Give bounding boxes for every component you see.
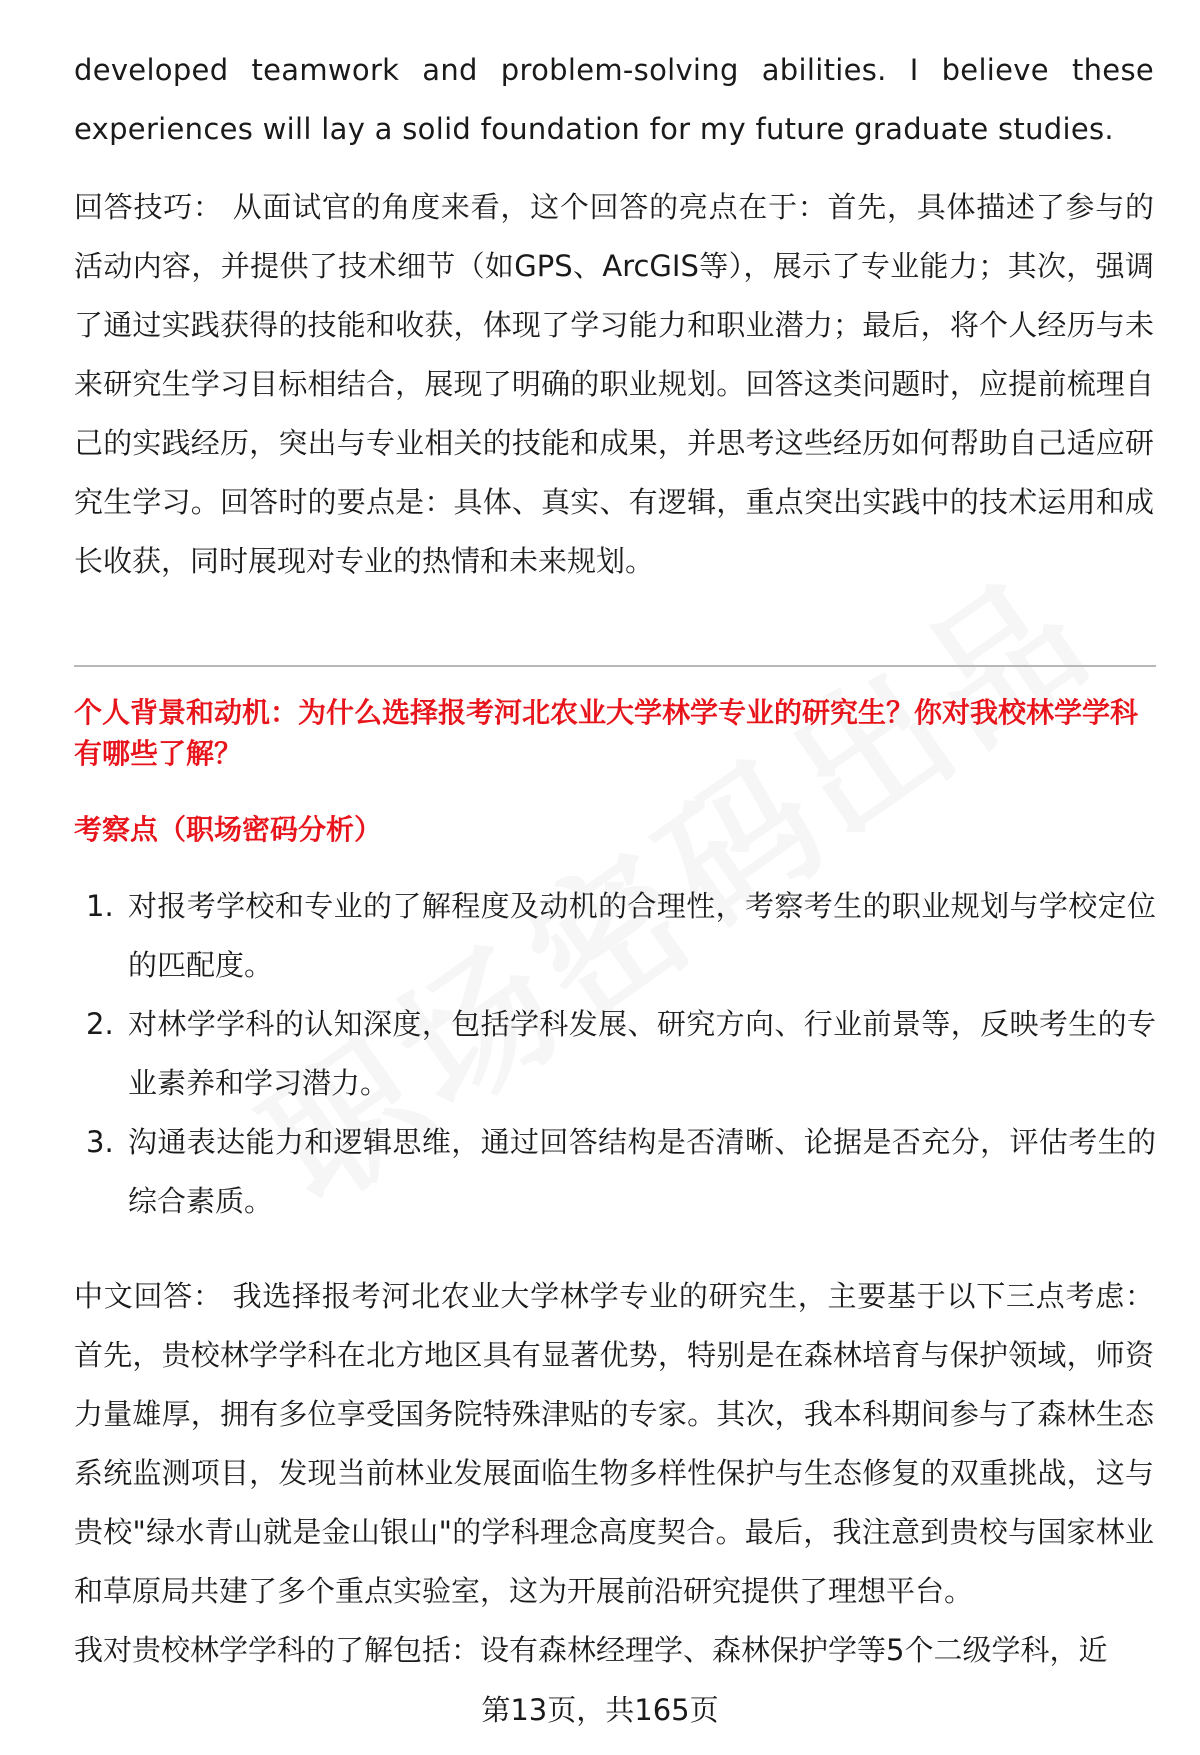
- list-item: [74, 995, 1156, 1113]
- chinese-answer-continued: 我对贵校林学学科的了解包括：设有森林经理学、森林保护学等5个二级学科，近: [74, 1633, 1108, 1667]
- list-item-text: 沟通表达能力和逻辑思维，通过回答结构是否清晰、论据是否充分，评估考生的综合素质。: [128, 1125, 1156, 1218]
- section-divider: [74, 665, 1156, 667]
- answer-tips: [74, 178, 1154, 591]
- english-answer-text: developed teamwork and problem-solving abilities. I believe these experiences will lay a solid foundation for my future graduate studies.: [74, 53, 1154, 146]
- focus-heading: 考察点（职场密码分析）: [74, 813, 383, 846]
- list-item-number: 2.: [86, 1007, 114, 1041]
- question-title: 个人背景和动机：为什么选择报考河北农业大学林学专业的研究生？你对我校林学学科有哪些了解？: [74, 696, 1139, 770]
- list-item-text: 对报考学校和专业的了解程度及动机的合理性，考察考生的职业规划与学校定位的匹配度。: [128, 889, 1156, 982]
- answer-tips-text: 回答技巧： 从面试官的角度来看，这个回答的亮点在于：首先，具体描述了参与的活动内容，并提供了技术细节（如GPS、ArcGIS等），展示了专业能力；其次，强调了通过实践获得的技能和收获，体现了学习能力和职业潜力；最后，将个人经历与未来研究生学习目标相结合，展现了明确的职业规划。回答这类问题时，应提前梳理自己的实践经历，突出与专业相关的技能和成果，并思考这些经历如何帮助自己适应研究生学习。回答时的要点是：具体、真实、有逻辑，重点突出实践中的技术运用和成长收获，同时展现对专业的热情和未来规划。: [74, 190, 1154, 578]
- list-item-number: 1.: [86, 889, 114, 923]
- list-item-number: 3.: [86, 1125, 114, 1159]
- focus-points-list: [74, 877, 1156, 1231]
- page-number: 第13页，共165页: [481, 1693, 719, 1727]
- chinese-answer: [74, 1267, 1154, 1680]
- list-item: [74, 877, 1156, 995]
- list-item-text: 对林学学科的认知深度，包括学科发展、研究方向、行业前景等，反映考生的专业素养和学习潜力。: [128, 1007, 1156, 1100]
- english-answer-tail: [74, 41, 1154, 159]
- chinese-answer-text: 中文回答： 我选择报考河北农业大学林学专业的研究生，主要基于以下三点考虑：首先，贵校林学学科在北方地区具有显著优势，特别是在森林培育与保护领域，师资力量雄厚，拥有多位享受国务院特殊津贴的专家。其次，我本科期间参与了森林生态系统监测项目，发现当前林业发展面临生物多样性保护与生态修复的双重挑战，这与贵校"绿水青山就是金山银山"的学科理念高度契合。最后，我注意到贵校与国家林业和草原局共建了多个重点实验室，这为开展前沿研究提供了理想平台。: [74, 1279, 1154, 1608]
- list-item: [74, 1113, 1156, 1231]
